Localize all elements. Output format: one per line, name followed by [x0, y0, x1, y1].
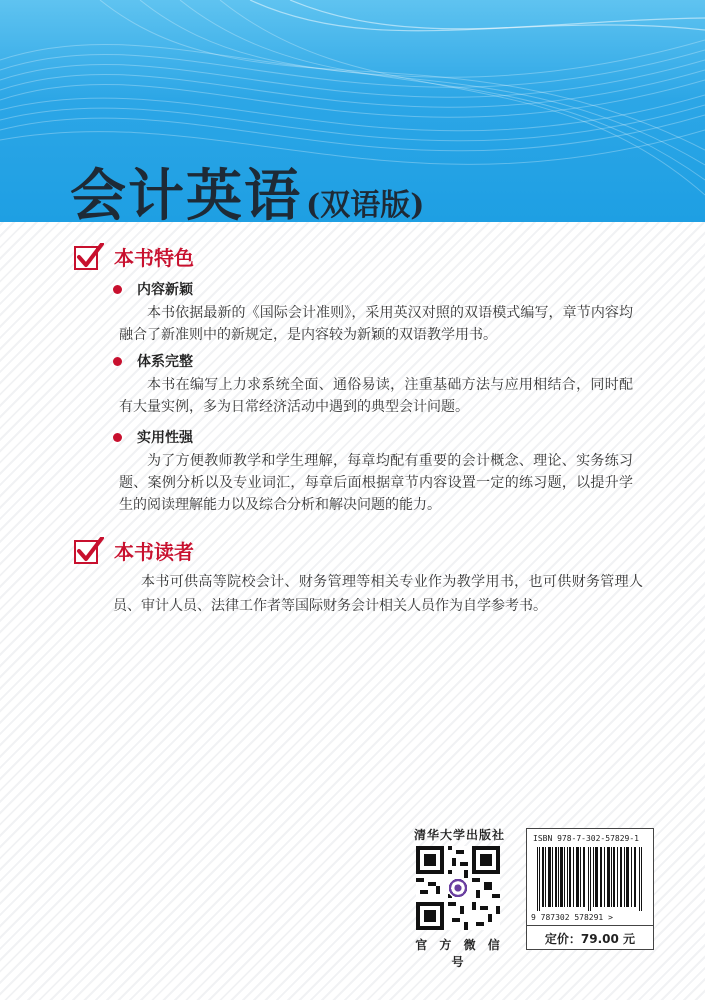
- readers-heading-label: 本书读者: [114, 540, 194, 564]
- feature-item-1: [113, 280, 633, 346]
- price-label: 定价：79.00 元: [544, 932, 636, 946]
- barcode-digits: 9 787302 578291 >: [531, 913, 613, 922]
- book-title: [70, 152, 424, 232]
- feature-item-body: 为了方便教师教学和学生理解，每章均配有重要的会计概念、理论、实务练习题、案例分析以及专业词汇，每章后面根据章节内容设置一定的练习题，以提升学生的阅读理解能力以及综合分析和解决问题的能力。: [119, 453, 633, 513]
- publisher-name: 清华大学出版社: [413, 828, 505, 842]
- bullet-icon: [113, 357, 122, 366]
- feature-item-title: 实用性强: [113, 428, 633, 448]
- bullet-icon: [113, 433, 122, 442]
- price-divider: [527, 925, 653, 926]
- feature-item-title: 体系完整: [113, 352, 633, 372]
- feature-item-body: 本书依据最新的《国际会计准则》，采用英汉对照的双语模式编写，章节内容均融合了新准则中的新规定，是内容较为新颖的双语教学用书。: [119, 305, 633, 343]
- wechat-label: 官 方 微 信 号: [415, 938, 504, 969]
- bullet-icon: [113, 285, 122, 294]
- feature-item-body: 本书在编写上力求系统全面、通俗易读，注重基础方法与应用相结合，同时配有大量实例，多为日常经济活动中遇到的典型会计问题。: [119, 377, 633, 415]
- book-title-main: 会计英语: [70, 163, 302, 229]
- feature-item-3: [113, 428, 633, 516]
- isbn-box: [526, 828, 654, 950]
- feature-item-2: [113, 352, 633, 418]
- red-check-icon: [74, 537, 104, 565]
- readers-body: 本书可供高等院校会计、财务管理等相关专业作为教学用书，也可供财务管理人员、审计人员、法律工作者等国际财务会计相关人员作为自学参考书。: [113, 574, 643, 614]
- isbn-number: ISBN 978-7-302-57829-1: [533, 834, 639, 843]
- qr-code-icon: [416, 846, 500, 930]
- red-check-icon: [74, 243, 104, 271]
- book-title-subtitle: (双语版): [306, 188, 425, 223]
- barcode-icon: [537, 847, 643, 911]
- features-heading: [74, 242, 194, 271]
- feature-item-title: 内容新颖: [113, 280, 633, 300]
- readers-heading: [74, 536, 194, 565]
- features-heading-label: 本书特色: [114, 246, 194, 270]
